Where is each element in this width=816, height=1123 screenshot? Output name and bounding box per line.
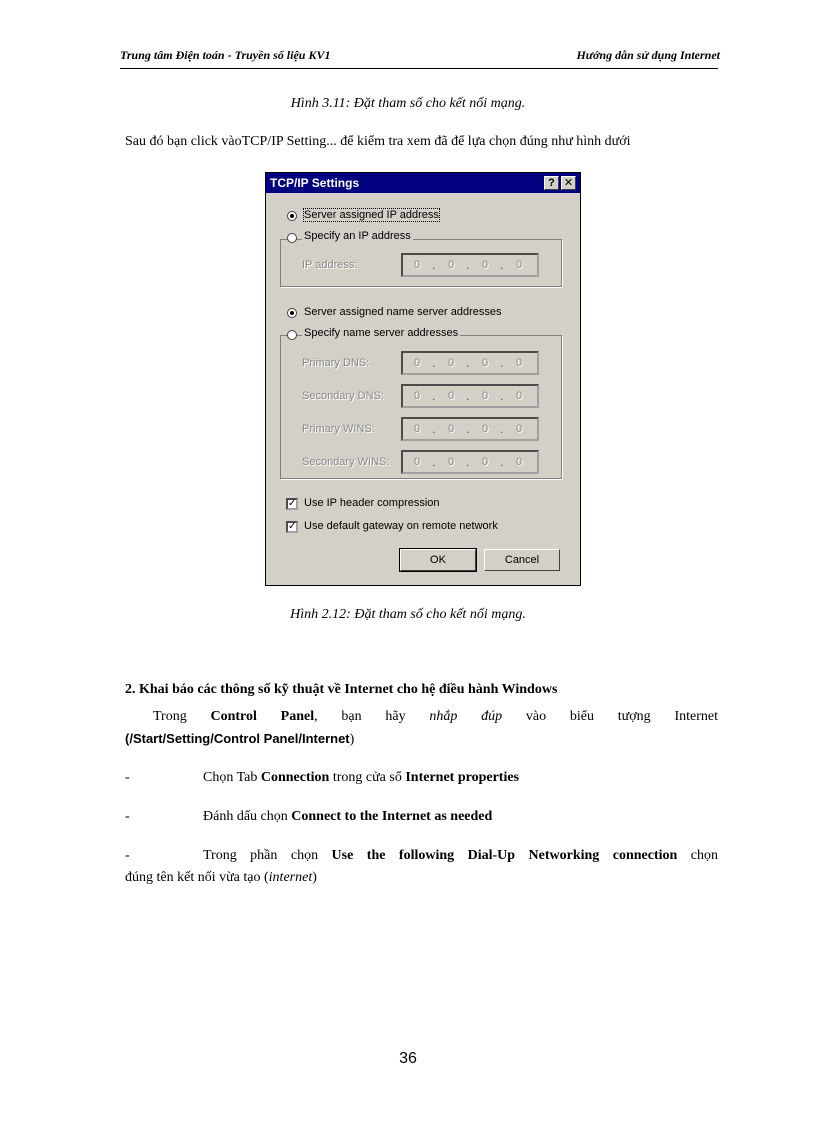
bullet-dash: - [125, 770, 130, 785]
octet: 0 [481, 390, 489, 402]
p1-c: , bạn hãy [314, 709, 430, 724]
dialog-titlebar [266, 173, 580, 193]
label-specify-ip: Specify an IP address [304, 230, 411, 242]
header-right: Hướng dẫn sử dụng Internet [576, 48, 720, 62]
octet: 0 [413, 390, 421, 402]
dot-separator: . [466, 389, 470, 403]
label-default-gateway: Use default gateway on remote network [304, 520, 498, 532]
octet: 0 [413, 357, 421, 369]
dot-separator: . [500, 356, 504, 370]
label-primary-wins: Primary WINS: [302, 423, 375, 435]
label-secondary-dns: Secondary DNS: [302, 390, 384, 402]
dot-separator: . [432, 389, 436, 403]
bullet-3-line-2 [125, 870, 317, 886]
control-panel-path: (/Start/Setting/Control Panel/Internet [125, 731, 350, 746]
octet: 0 [481, 357, 489, 369]
octet: 0 [413, 259, 421, 271]
octet: 0 [481, 423, 489, 435]
label-server-assigned-ip: Server assigned IP address [304, 209, 439, 221]
label-secondary-wins: Secondary WINS: [302, 456, 390, 468]
dot-separator: . [432, 258, 436, 272]
b3-line2-c: ) [312, 870, 317, 885]
octet: 0 [447, 259, 455, 271]
ip-address-field[interactable] [401, 253, 539, 277]
dot-separator: . [466, 455, 470, 469]
help-icon[interactable]: ? [544, 176, 559, 190]
dot-separator: . [466, 356, 470, 370]
close-icon[interactable]: ✕ [561, 176, 576, 190]
dot-separator: . [432, 455, 436, 469]
octet: 0 [515, 423, 523, 435]
b2-a: Đánh dấu chọn [203, 809, 292, 824]
section-path-line [125, 731, 354, 748]
header-left: Trung tâm Điện toán - Truyền số liệu KV1 [120, 48, 331, 62]
secondary-wins-field[interactable] [401, 450, 539, 474]
header-rule [120, 68, 718, 69]
intro-paragraph: Sau đó bạn click vàoTCP/IP Setting... để kiểm tra xem đã để lựa chọn đúng như hình dưới [125, 134, 631, 149]
p1-b: Control Panel [210, 709, 315, 724]
p1-d: nhắp đúp [429, 709, 503, 724]
octet: 0 [413, 456, 421, 468]
bullet-dash: - [125, 848, 130, 863]
label-server-assigned-ns: Server assigned name server addresses [304, 306, 502, 318]
octet: 0 [481, 259, 489, 271]
bullet-2 [203, 809, 492, 825]
octet: 0 [413, 423, 421, 435]
octet: 0 [447, 357, 455, 369]
primary-wins-field[interactable] [401, 417, 539, 441]
checkbox-default-gateway[interactable]: ✓ [288, 521, 297, 532]
b3-line2-b: internet [268, 870, 313, 885]
octet: 0 [447, 390, 455, 402]
bullet-dash: - [125, 809, 130, 824]
cancel-button[interactable]: Cancel [484, 549, 560, 571]
octet: 0 [447, 423, 455, 435]
section-paragraph [125, 709, 718, 725]
dialog-title: TCP/IP Settings [270, 176, 360, 190]
b1-b: Connection [260, 770, 330, 785]
octet: 0 [481, 456, 489, 468]
checkbox-ip-header-compression[interactable]: ✓ [288, 498, 297, 509]
caption-fig-3-11: Hình 3.11: Đặt tham số cho kết nối mạng. [290, 96, 526, 111]
octet: 0 [515, 357, 523, 369]
label-ip-header-compression: Use IP header compression [304, 497, 440, 509]
dot-separator: . [500, 389, 504, 403]
dot-separator: . [500, 422, 504, 436]
b2-b: Connect to the Internet as needed [291, 809, 493, 824]
dot-separator: . [500, 455, 504, 469]
caption-fig-2-12: Hình 2.12: Đặt tham số cho kết nối mạng. [290, 607, 526, 622]
b1-d: Internet properties [405, 770, 520, 785]
section-heading: 2. Khai báo các thông số kỹ thuật về Internet cho hệ điều hành Windows [125, 682, 558, 697]
dot-separator: . [466, 422, 470, 436]
label-ip-address: IP address: [302, 259, 358, 271]
radio-specify-ns[interactable] [287, 330, 297, 340]
path-close: ) [349, 732, 355, 747]
octet: 0 [515, 456, 523, 468]
b3-a: Trong phần chọn [203, 848, 332, 863]
bullet-1 [203, 770, 519, 786]
dot-separator: . [466, 258, 470, 272]
dot-separator: . [432, 356, 436, 370]
b1-a: Chọn Tab [203, 770, 261, 785]
radio-server-assigned-ns[interactable] [287, 308, 297, 318]
label-primary-dns: Primary DNS: [302, 357, 370, 369]
radio-server-assigned-ip[interactable] [287, 211, 297, 221]
b3-c: chọn [677, 848, 718, 863]
b3-line2-a: đúng tên kết nối vừa tạo ( [125, 870, 269, 885]
dot-separator: . [432, 422, 436, 436]
b1-c: trong cửa sổ [329, 770, 406, 785]
octet: 0 [515, 390, 523, 402]
ok-button[interactable]: OK [400, 549, 476, 571]
secondary-dns-field[interactable] [401, 384, 539, 408]
page-number: 36 [399, 1050, 417, 1067]
label-specify-ns: Specify name server addresses [304, 327, 459, 339]
octet: 0 [515, 259, 523, 271]
b3-b: Use the following Dial-Up Networking connection [331, 848, 678, 863]
tcpip-settings-dialog [265, 172, 581, 586]
radio-specify-ip[interactable] [287, 233, 297, 243]
primary-dns-field[interactable] [401, 351, 539, 375]
p1-e: vào biểu tượng Internet [502, 709, 718, 724]
octet: 0 [447, 456, 455, 468]
bullet-3 [203, 848, 718, 864]
dot-separator: . [500, 258, 504, 272]
p1-a: Trong [153, 709, 211, 724]
